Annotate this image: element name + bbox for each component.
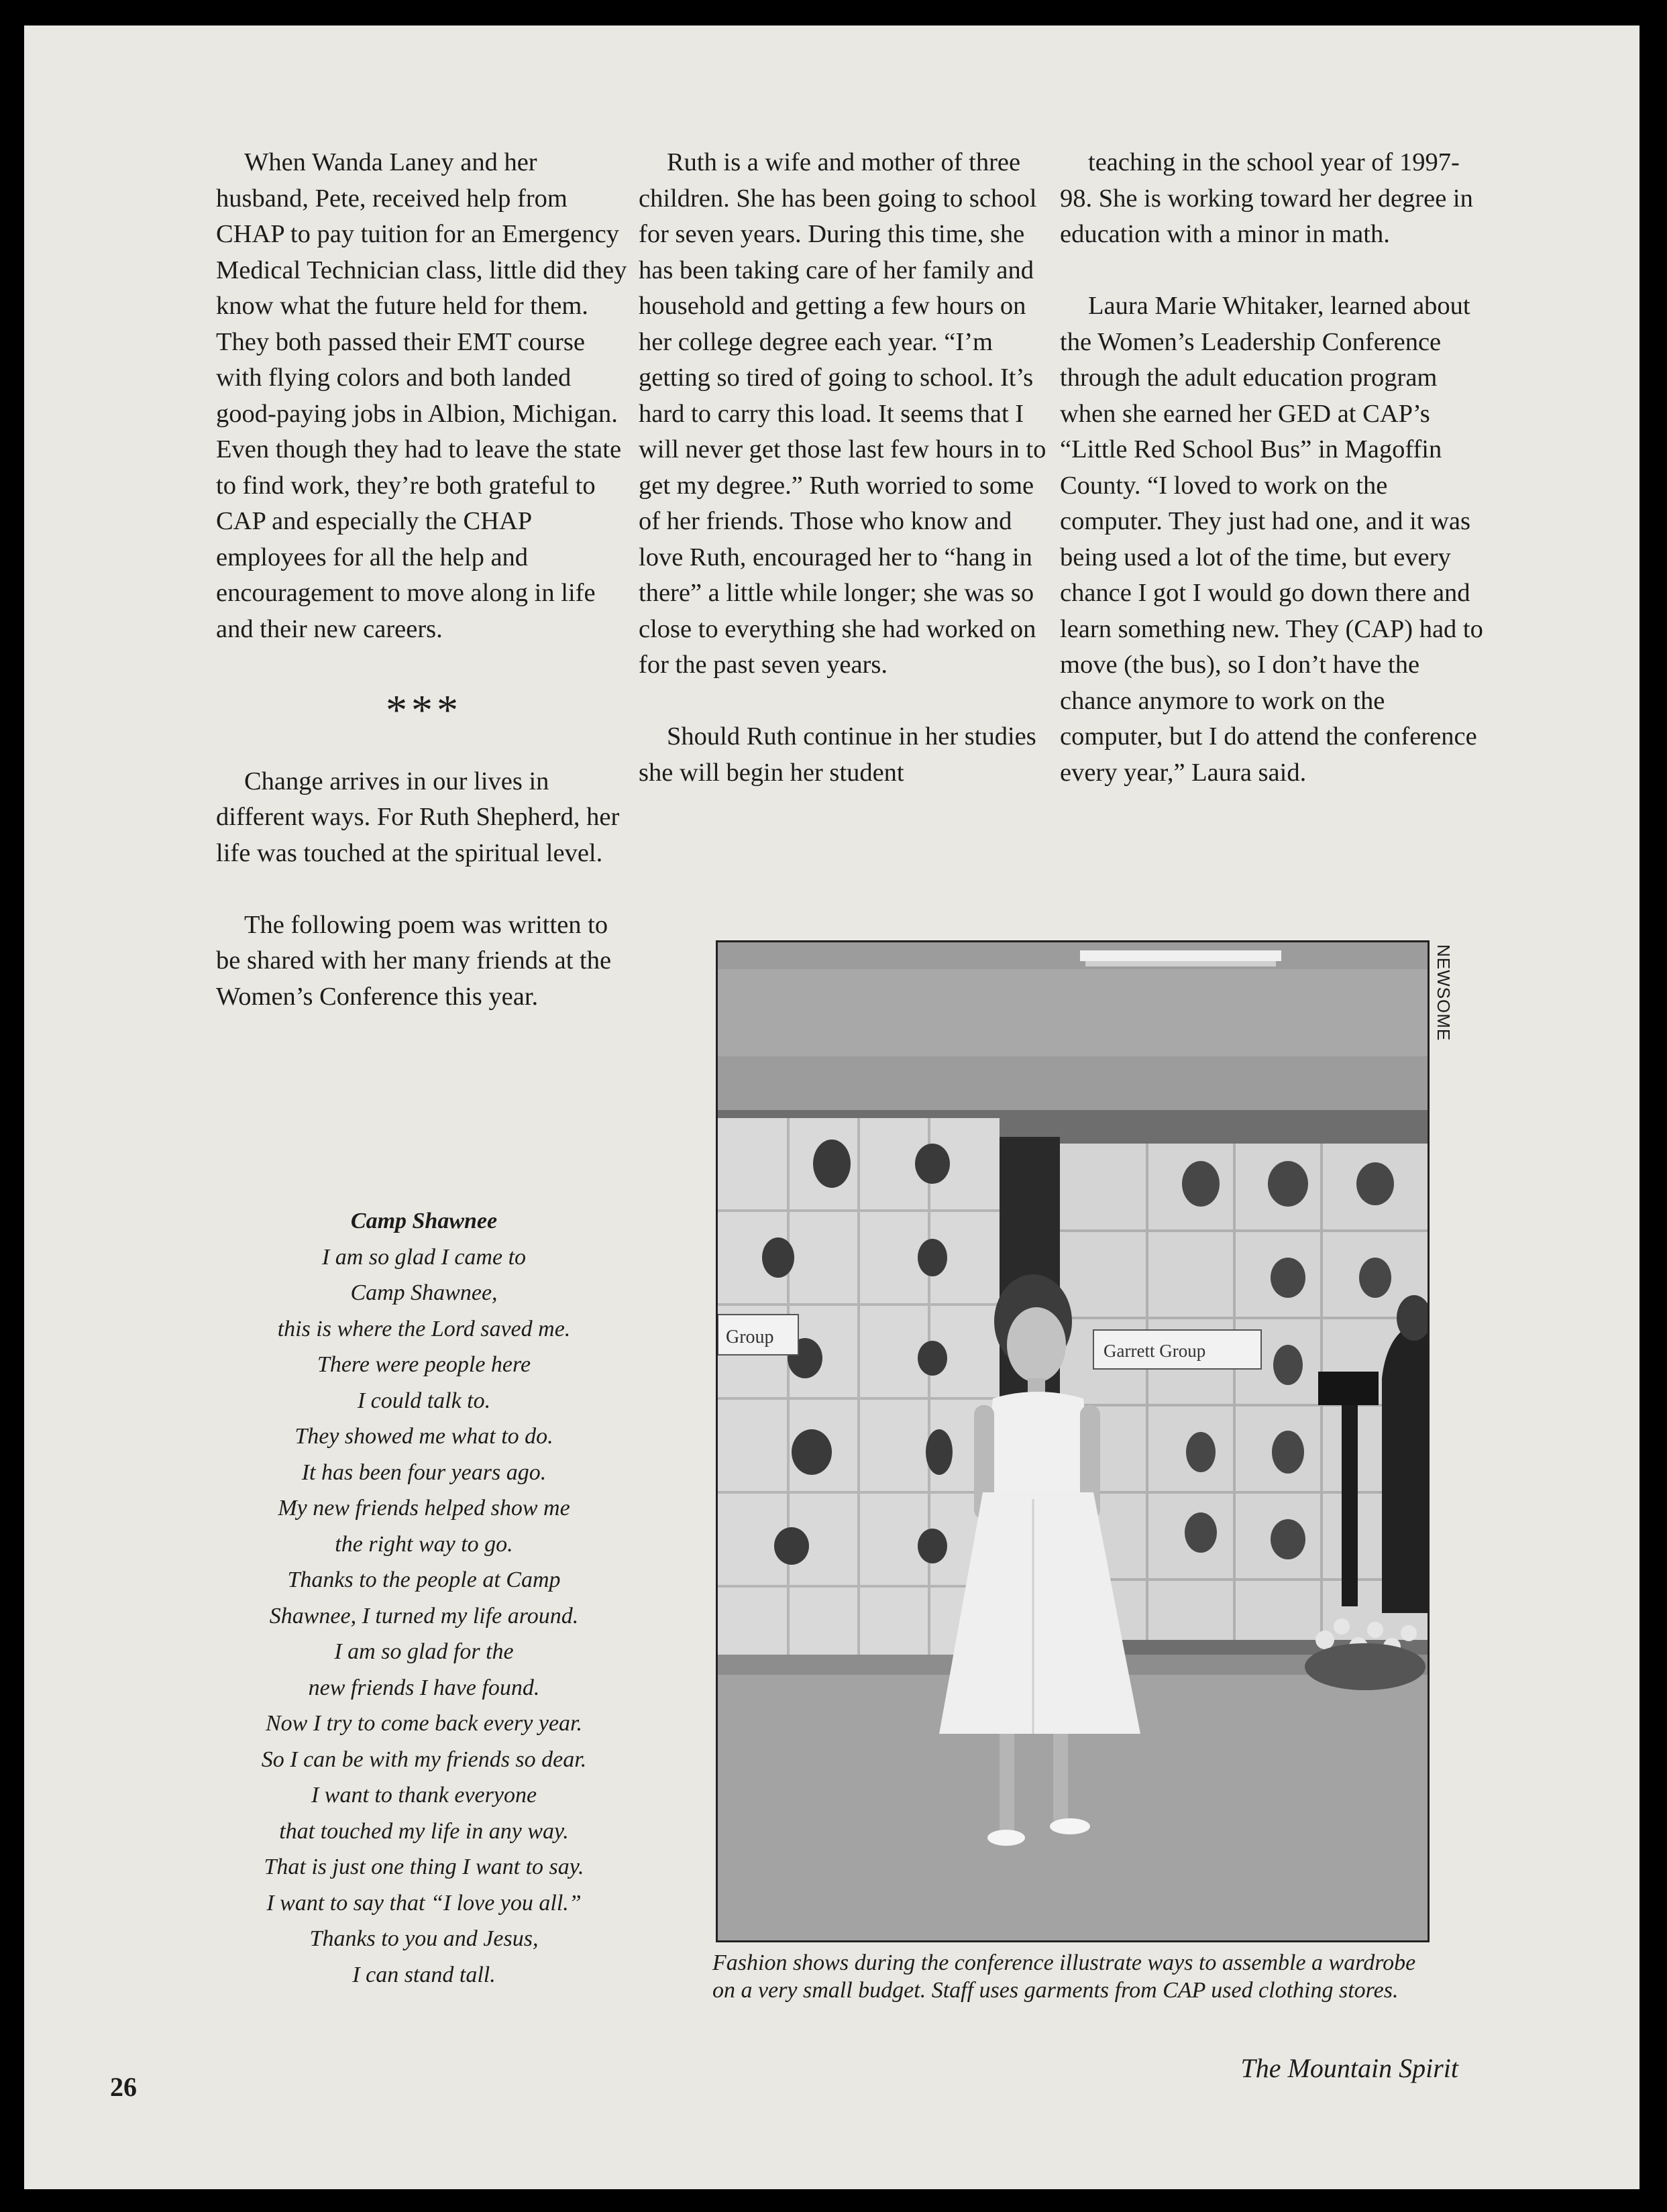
fashion-show-photo (716, 940, 1430, 1942)
paragraph-whitaker: Laura Marie Whitaker, learned about the Women’s Leadership Conference through the adult education program when she earned her GED at CAP’s “Little Red School Bus” in Magoffin County. “I loved to work on the computer. They just had one, and it was being used a lot of the time, but every chance I got I would go down there and learn something new. They (CAP) had to move (the bus), so I don’t have the chance anymore to work on the computer, but I do attend the conference every year,” Laura said. (1060, 292, 1483, 787)
poem-line: It has been four years ago. (301, 1459, 547, 1485)
sign-garrett-group: Garrett Group (1104, 1341, 1206, 1361)
article-column-2 (639, 145, 1055, 827)
poem-line: that touched my life in any way. (279, 1818, 569, 1844)
poem-line: new friends I have found. (308, 1675, 540, 1700)
poem-line: They showed me what to do. (294, 1424, 553, 1449)
poem-title: Camp Shawnee (350, 1209, 498, 1233)
photo-illustration (718, 942, 1428, 1940)
poem-line: I am so glad for the (334, 1639, 514, 1664)
poem-line: So I can be with my friends so dear. (261, 1747, 587, 1772)
article-column-1 (216, 145, 632, 1051)
magazine-page (24, 25, 1639, 2189)
paragraph-shepherd-intro: Change arrives in our lives in different ways. For Ruth Shepherd, her life was touched at the spiritual level. (216, 767, 620, 867)
photo-caption: Fashion shows during the conference illustrate ways to assemble a wardrobe on a very small budget. Staff uses garments from CAP used clothing stores. (712, 1950, 1416, 2003)
article-column-3 (1060, 145, 1489, 827)
paragraph-teaching: teaching in the school year of 1997-98. She is working toward her degree in education with a minor in math. (1060, 148, 1473, 248)
poem-line: I could talk to. (357, 1388, 491, 1413)
paragraph-poem-intro: The following poem was written to be shared with her many friends at the Women’s Conference this year. (216, 910, 612, 1011)
section-separator: *** (386, 685, 462, 734)
paragraph-ruth-studies: Should Ruth continue in her studies she will begin her student (639, 722, 1036, 787)
poem-line: I can stand tall. (352, 1962, 496, 1987)
poem-line: I am so glad I came to (321, 1244, 527, 1270)
photo-credit-text: NEWSOME (1434, 944, 1454, 1042)
poem-line: the right way to go. (335, 1531, 513, 1557)
poem-line: I want to say that “I love you all.” (266, 1890, 582, 1916)
poem-line: Shawnee, I turned my life around. (269, 1603, 579, 1628)
page-number: 26 (110, 2072, 137, 2102)
poem-line: That is just one thing I want to say. (264, 1855, 584, 1879)
paragraph-ruth: Ruth is a wife and mother of three children. She has been going to school for seven years. During this time, she has been taking care of her family and household and getting a few hours on her college degree each year. “I’m getting so tired of going to school. It’s hard to carry this load. It seems that I will never get those last few hours in to get my degree.” Ruth worried to some of her friends. Those who know and love Ruth, encouraged her to “hang in there” a little while longer; she was so close to everything she had worked on for the past seven years. (639, 148, 1046, 679)
sign-group-left: Group (726, 1327, 774, 1347)
poem-line: There were people here (317, 1352, 531, 1377)
poem-line: Camp Shawnee, (350, 1280, 498, 1305)
poem-line: Thanks to you and Jesus, (309, 1926, 539, 1951)
poem-line: Thanks to the people at Camp (287, 1567, 561, 1592)
paragraph-laney: When Wanda Laney and her husband, Pete, received help from CHAP to pay tuition for an Emergency Medical Technician class, little did they know what the future held for them. They both passed their EMT course with flying colors and both landed good-paying jobs in Albion, Michigan. Even though they had to leave the state to find work, they’re both grateful to CAP and especially the CHAP employees for all the help and encouragement to move along in life and their new careers. (216, 148, 627, 643)
poem-line: I want to thank everyone (311, 1783, 537, 1808)
poem-line: Now I try to come back every year. (265, 1711, 583, 1736)
magazine-title: The Mountain Spirit (1240, 2053, 1458, 2083)
poem-line: this is where the Lord saved me. (277, 1316, 571, 1341)
photo-credit (1428, 944, 1455, 1079)
poem-line: My new friends helped show me (278, 1496, 570, 1520)
poem (216, 1203, 632, 1993)
